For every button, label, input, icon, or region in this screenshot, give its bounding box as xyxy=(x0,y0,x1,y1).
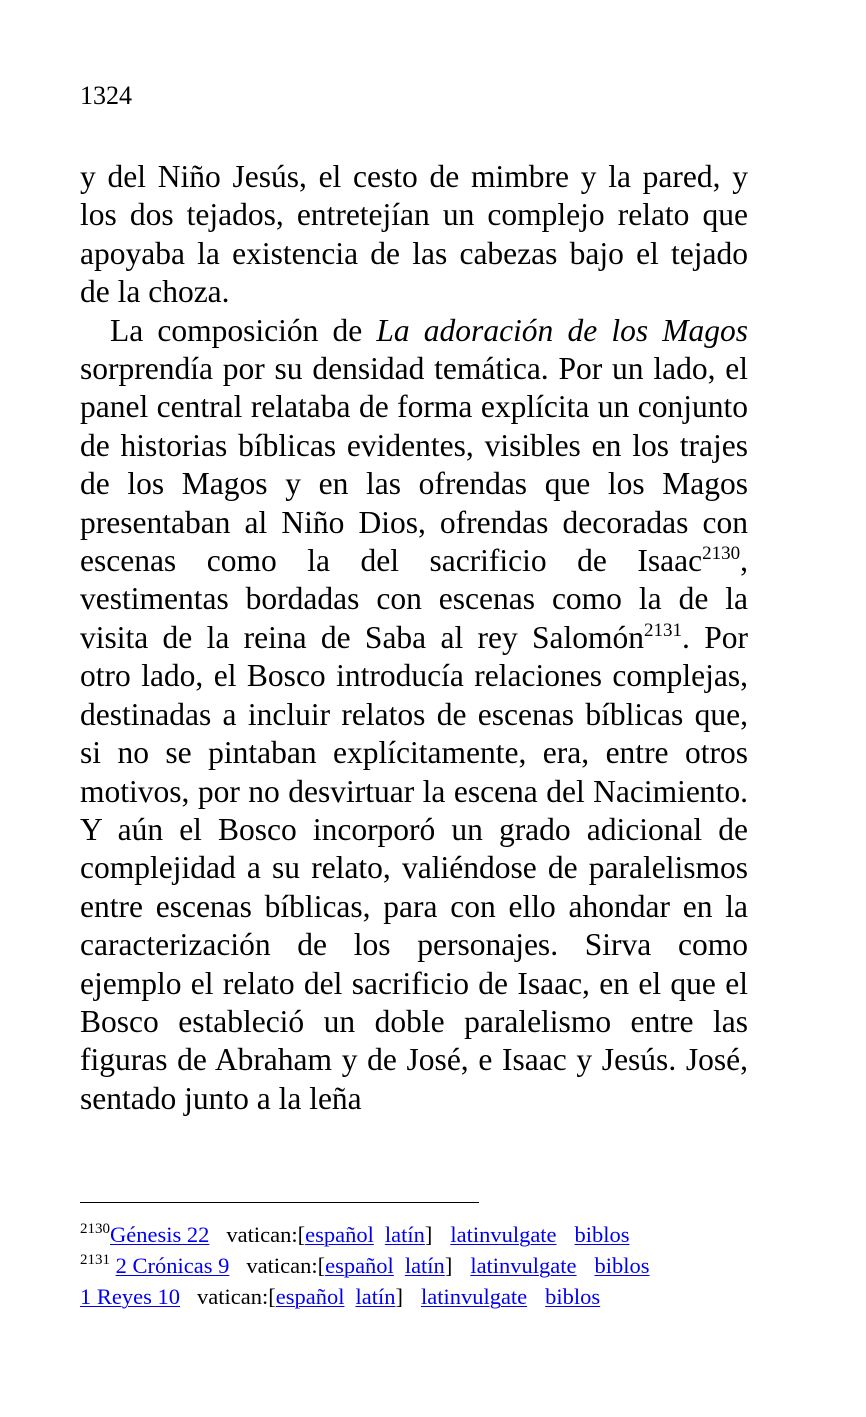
latinvulgate-link[interactable]: latinvulgate xyxy=(450,1222,557,1247)
bracket-close: ] xyxy=(424,1222,433,1247)
vatican-label: vatican:[ xyxy=(226,1222,306,1247)
footnotes xyxy=(80,1219,820,1312)
artwork-title: La adoración de los Magos xyxy=(376,312,748,348)
vatican-label: vatican:[ xyxy=(246,1253,326,1278)
biblos-link[interactable]: biblos xyxy=(594,1253,650,1278)
vatican-espanol-link[interactable]: español xyxy=(325,1253,394,1278)
vatican-latin-link[interactable]: latín xyxy=(404,1253,445,1278)
footnote-2131 xyxy=(80,1250,820,1281)
footnote-separator xyxy=(80,1202,479,1203)
paragraph-2 xyxy=(80,312,748,1119)
bracket-close: ] xyxy=(395,1284,403,1309)
page-number: 1324 xyxy=(80,81,132,110)
footnote-ref-2131: 2131 xyxy=(644,619,683,641)
paragraph-2-text-1: La composición de xyxy=(110,312,377,348)
paragraph-2-text-4: . Por otro lado, el Bosco introducía relaciones complejas, destinadas a incluir relatos de escenas bíblicas que, si no se pintaban explícitamente, era, entre otros motivos, por no desvirtuar la escena del Nacimiento. Y aún el Bosco incorporó un grado adicional de complejidad a su relato, valiéndose de paralelismos entre escenas bíblicas, para con ello ahondar en la caracterización de los personajes. Sirva como ejemplo el relato del sacrificio de Isaac, en el que el Bosco estableció un doble paralelismo entre las figuras de Abraham y de José, e Isaac y Jesús. José, sentado junto a la leña xyxy=(80,619,748,1116)
vatican-latin-link[interactable]: latín xyxy=(384,1222,425,1247)
biblos-link[interactable]: biblos xyxy=(574,1222,630,1247)
paragraph-1: y del Niño Jesús, el cesto de mimbre y la pared, y los dos tejados, entretejían un complejo relato que apoyaba la existencia de las cabezas bajo el tejado de la choza. xyxy=(80,159,748,310)
footnote-2130 xyxy=(80,1219,820,1250)
vatican-espanol-link[interactable]: español xyxy=(305,1222,374,1247)
paragraph-2-text-2: sorprendía por su densidad temática. Por un lado, el panel central relataba de forma explícita un conjunto de historias bíblicas evidentes, visibles en los trajes de los Magos y en las ofrendas que los Magos presentaban al Niño Dios, ofrendas decoradas con escenas como la del sacrificio de Isaac xyxy=(80,351,748,579)
bracket-close: ] xyxy=(444,1253,453,1278)
paragraph-2-text-3: , vestimentas bordadas con escenas como la de la visita de la reina de Saba al rey Salomón xyxy=(80,543,748,655)
footnote-number: 2130 xyxy=(80,1221,110,1237)
footnote-2131-continued xyxy=(80,1281,820,1312)
footnote-number: 2131 xyxy=(80,1252,110,1268)
bible-ref-link[interactable]: 1 Reyes 10 xyxy=(80,1284,180,1309)
body-text xyxy=(80,158,748,1118)
vatican-label: vatican:[ xyxy=(197,1284,276,1309)
bible-ref-link[interactable]: Génesis 22 xyxy=(110,1222,210,1247)
vatican-espanol-link[interactable]: español xyxy=(275,1284,345,1309)
vatican-latin-link[interactable]: latín xyxy=(355,1284,396,1309)
latinvulgate-link[interactable]: latinvulgate xyxy=(420,1284,528,1309)
bible-ref-link[interactable]: 2 Crónicas 9 xyxy=(115,1253,230,1278)
latinvulgate-link[interactable]: latinvulgate xyxy=(470,1253,577,1278)
footnote-ref-2130: 2130 xyxy=(702,543,741,565)
biblos-link[interactable]: biblos xyxy=(545,1284,601,1309)
